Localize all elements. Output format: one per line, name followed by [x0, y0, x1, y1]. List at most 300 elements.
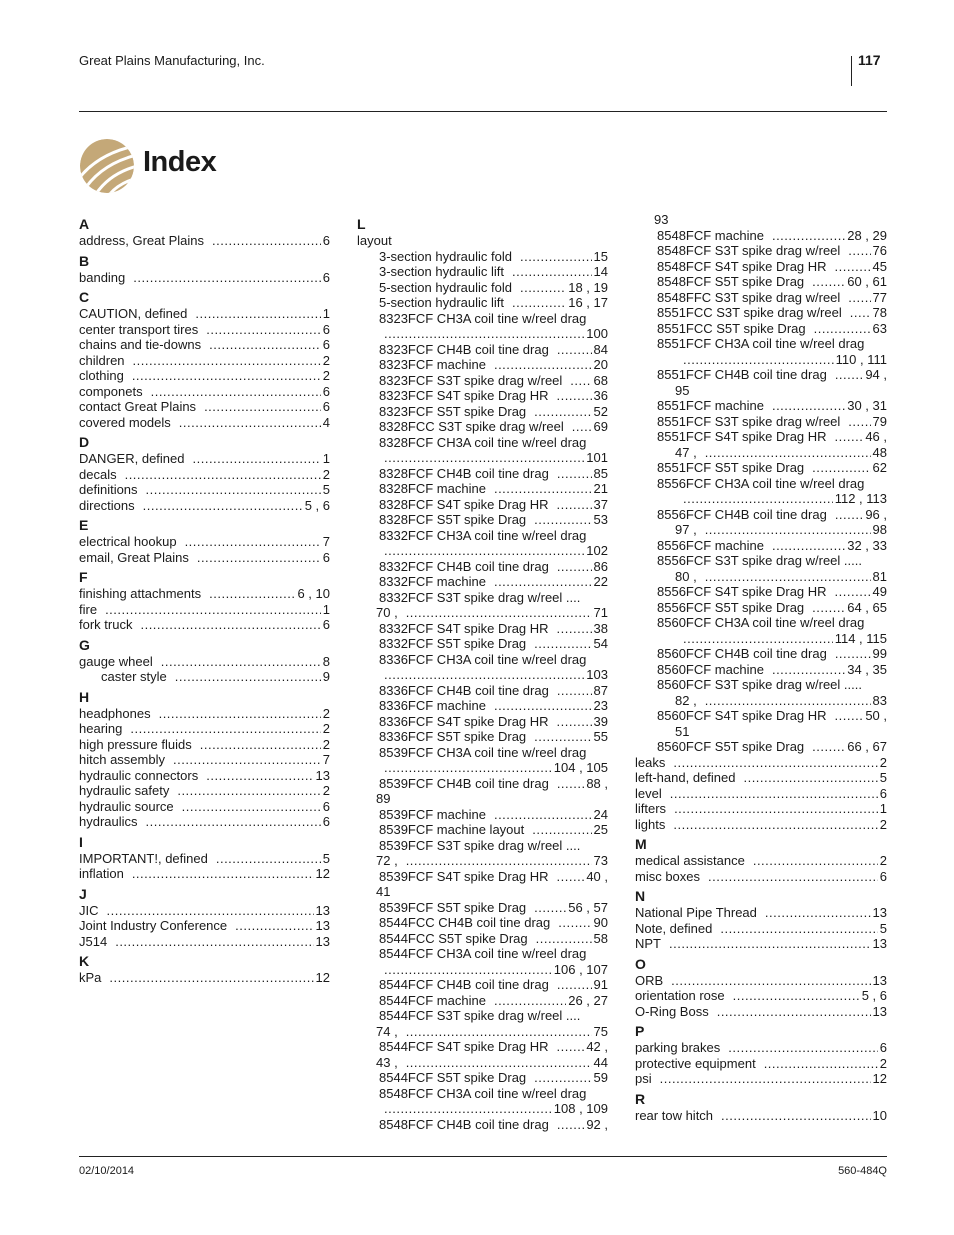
- dot-leader: [848, 243, 870, 259]
- entry-pages: 15: [593, 248, 608, 264]
- dot-leader: [733, 988, 860, 1004]
- index-entry: [357, 1039, 608, 1055]
- index-entry: [79, 706, 330, 722]
- entry-term: 8336FCF machine: [379, 698, 486, 713]
- entry-pages: 86: [593, 558, 608, 574]
- index-entry-text: layout: [357, 233, 392, 248]
- dot-leader: [384, 962, 552, 978]
- index-entry: [357, 574, 608, 590]
- index-entry: [357, 869, 608, 885]
- dot-leader: [557, 977, 592, 993]
- dot-leader: [835, 429, 864, 445]
- dot-leader: [177, 783, 320, 799]
- entry-pages: 53: [593, 512, 608, 527]
- section-letter: F: [79, 569, 88, 585]
- index-entry: [635, 491, 887, 507]
- entry-term: 82 ,: [675, 692, 697, 708]
- entry-pages: 2: [322, 736, 330, 752]
- entry-pages: 2: [322, 783, 330, 798]
- entry-term: 74 ,: [376, 1023, 398, 1039]
- dot-leader: [705, 569, 871, 585]
- entry-pages: 104 , 105: [553, 760, 608, 775]
- entry-term: 8332FCF S5T spike Drag: [379, 636, 527, 651]
- entry-pages: 12: [315, 866, 330, 881]
- entry-pages: 2: [879, 754, 887, 770]
- entry-pages: 90: [593, 915, 608, 930]
- entry-pages: 26 , 27: [568, 992, 608, 1008]
- entry-pages: 2: [879, 853, 887, 868]
- entry-term: 8551FCC S5T spike Drag: [657, 320, 806, 336]
- entry-term: gauge wheel: [79, 653, 153, 669]
- entry-term: 8548FFC S3T spike drag w/reel: [657, 289, 841, 305]
- entry-term: 47 ,: [675, 444, 697, 460]
- entry-pages: 71: [593, 605, 608, 620]
- entry-pages: 50 ,: [865, 708, 887, 723]
- dot-leader: [557, 1117, 585, 1133]
- entry-term: 8551FCF machine: [657, 398, 764, 413]
- dot-leader: [557, 621, 592, 637]
- entry-pages: 76: [872, 243, 887, 258]
- dot-leader: [384, 760, 552, 776]
- index-entry-text: 8544FCF CH3A coil tine w/reel drag: [379, 946, 587, 961]
- entry-pages: 6: [879, 785, 887, 801]
- entry-term: fire: [79, 601, 98, 617]
- entry-pages: 38: [593, 620, 608, 636]
- dot-leader: [494, 357, 592, 373]
- dot-leader: [195, 306, 320, 322]
- dot-leader: [673, 817, 877, 833]
- index-entry: [357, 373, 608, 389]
- dot-leader: [765, 905, 871, 921]
- index-entry: [357, 450, 608, 466]
- index-entry: [79, 467, 330, 483]
- dot-leader: [557, 869, 585, 885]
- dot-leader: [130, 721, 320, 737]
- entry-pages: 10: [872, 1107, 887, 1123]
- index-entry: [635, 522, 887, 538]
- entry-term: 8544FCC S5T spike Drag: [379, 930, 528, 946]
- entry-pages: 18 , 19: [568, 279, 608, 295]
- dot-leader: [209, 337, 321, 353]
- dot-leader: [570, 373, 591, 389]
- entry-term: protective equipment: [635, 1055, 756, 1071]
- entry-pages: 64 , 65: [847, 599, 887, 615]
- section-letter: B: [79, 252, 90, 269]
- index-entry: [357, 931, 608, 947]
- entry-pages: 13: [872, 905, 887, 920]
- entry-term: finishing attachments: [79, 586, 202, 601]
- entry-term: inflation: [79, 866, 124, 881]
- entry-term: misc boxes: [635, 868, 701, 884]
- entry-pages: 108 , 109: [553, 1101, 608, 1116]
- entry-pages: 88 ,: [586, 775, 608, 791]
- section-letter: H: [79, 688, 90, 705]
- entry-pages: 99: [872, 646, 887, 661]
- index-entry: [635, 631, 887, 647]
- dot-leader: [185, 534, 321, 550]
- dot-leader: [133, 270, 320, 286]
- dot-leader: [705, 445, 871, 461]
- dot-leader: [772, 538, 845, 554]
- index-entry: [79, 654, 330, 670]
- entry-pages: 52: [593, 403, 608, 419]
- entry-pages: 106 , 107: [553, 961, 608, 977]
- entry-term: 97 ,: [675, 522, 697, 537]
- section-letter: G: [79, 636, 90, 653]
- entry-term: NPT: [635, 936, 661, 951]
- entry-term: 8323FCF S5T spike Drag: [379, 403, 527, 419]
- entry-pages: 58: [593, 930, 608, 946]
- section-letter: I: [79, 833, 83, 850]
- entry-pages: 13: [872, 972, 887, 988]
- index-entry: [79, 866, 330, 882]
- index-entry: [635, 817, 887, 833]
- index-entry-text: 8551FCF CH3A coil tine w/reel drag: [657, 336, 865, 351]
- entry-pages: 2: [879, 816, 887, 832]
- index-entry: [635, 853, 887, 869]
- entry-term: 72 ,: [376, 853, 398, 868]
- dot-leader: [151, 384, 321, 400]
- dot-leader: [764, 1056, 878, 1072]
- entry-term: email, Great Plains: [79, 549, 189, 565]
- entry-term: IMPORTANT!, defined: [79, 850, 208, 866]
- page-title: Index: [143, 146, 217, 178]
- dot-leader: [107, 903, 314, 919]
- index-entry-text: 8336FCF CH3A coil tine w/reel drag: [379, 651, 587, 667]
- dot-leader: [534, 900, 566, 916]
- dot-leader: [557, 388, 592, 404]
- entry-pages: 77: [872, 289, 887, 305]
- index-entry: [79, 851, 330, 867]
- entry-term: 8560FCF machine: [657, 661, 764, 677]
- index-entry: [79, 918, 330, 934]
- entry-pages: 6: [322, 269, 330, 285]
- entry-pages: 13: [315, 933, 330, 949]
- index-entry: [635, 1040, 887, 1056]
- index-entry: [635, 921, 887, 937]
- index-entry: [635, 739, 887, 755]
- dot-leader: [406, 1024, 592, 1040]
- entry-term: 8328FCC S3T spike drag w/reel: [379, 419, 564, 434]
- dot-leader: [534, 729, 591, 745]
- entry-term: 8551FCF S5T spike Drag: [657, 460, 805, 475]
- entry-pages: 110 , 111: [835, 351, 887, 367]
- entry-term: DANGER, defined: [79, 451, 185, 466]
- index-entry: [635, 869, 887, 885]
- section-letter: K: [79, 953, 90, 969]
- entry-term: caster style: [101, 669, 167, 684]
- index-entry: [357, 915, 608, 931]
- index-entry: [79, 768, 330, 784]
- index-entry: [79, 617, 330, 633]
- entry-pages: 13: [872, 1003, 887, 1019]
- entry-term: 8556FCF machine: [657, 537, 764, 553]
- index-entry: [79, 384, 330, 400]
- dot-leader: [673, 755, 877, 771]
- index-entry: [79, 752, 330, 768]
- index-entry-text: 8539FCF CH3A coil tine w/reel drag: [379, 744, 587, 760]
- index-entry: [79, 934, 330, 950]
- index-entry: [357, 249, 608, 265]
- index-entry: [79, 498, 330, 514]
- entry-term: rear tow hitch: [635, 1107, 714, 1123]
- dot-leader: [557, 1039, 585, 1055]
- dot-leader: [772, 228, 845, 244]
- index-entry: [79, 783, 330, 799]
- entry-term: 8544FCF CH4B coil tine drag: [379, 977, 549, 992]
- index-entry: [635, 786, 887, 802]
- entry-term: National Pipe Thread: [635, 905, 757, 920]
- index-entry: [635, 305, 887, 321]
- entry-term: 3-section hydraulic fold: [379, 248, 512, 264]
- index-entry: [635, 321, 887, 337]
- index-entry: [635, 398, 887, 414]
- entry-term: 8548FCF CH4B coil tine drag: [379, 1116, 549, 1132]
- dot-leader: [557, 559, 592, 575]
- index-entry: [635, 662, 887, 678]
- section-letter: L: [357, 216, 366, 232]
- entry-term: J514: [79, 933, 108, 949]
- section-letter: M: [635, 836, 647, 852]
- entry-term: 8336FCF CH4B coil tine drag: [379, 682, 549, 698]
- entry-pages: 68: [593, 372, 608, 388]
- dot-leader: [534, 636, 591, 652]
- entry-pages: 42 ,: [586, 1039, 608, 1054]
- entry-term: headphones: [79, 705, 151, 721]
- section-letter: J: [79, 885, 87, 902]
- entry-pages: 39: [593, 713, 608, 729]
- entry-term: 8323FCF S4T spike Drag HR: [379, 388, 549, 403]
- entry-pages: 6: [322, 337, 330, 352]
- entry-pages: 48: [872, 444, 887, 460]
- index-entry: [357, 1117, 608, 1133]
- index-entry: [357, 993, 608, 1009]
- dot-leader: [140, 617, 320, 633]
- index-entry: [79, 451, 330, 467]
- entry-term: children: [79, 352, 125, 368]
- footer-rule: [79, 1156, 887, 1157]
- entry-term: left-hand, defined: [635, 770, 736, 785]
- entry-term: Joint Industry Conference: [79, 918, 228, 933]
- entry-pages: 4: [322, 414, 330, 430]
- entry-pages: 34 , 35: [847, 661, 887, 677]
- index-entry-text: 8539FCF S3T spike drag w/reel ....: [379, 837, 581, 853]
- dot-leader: [384, 326, 584, 342]
- entry-term: clothing: [79, 368, 124, 383]
- dot-leader: [814, 321, 871, 337]
- entry-pages: 2: [322, 352, 330, 368]
- entry-pages: 37: [593, 496, 608, 512]
- entry-pages: 6: [322, 399, 330, 414]
- dot-leader: [835, 259, 871, 275]
- entry-pages: 94 ,: [865, 367, 887, 382]
- entry-term: 3-section hydraulic lift: [379, 264, 504, 279]
- entry-pages: 103: [586, 667, 608, 682]
- index-entry: [79, 550, 330, 566]
- entry-pages: 6: [322, 321, 330, 337]
- index-entry: [635, 755, 887, 771]
- entry-term: kPa: [79, 970, 102, 985]
- entry-pages: 6: [322, 814, 330, 829]
- index-entry: [635, 801, 887, 817]
- dot-leader: [512, 295, 566, 311]
- dot-leader: [674, 801, 878, 817]
- dot-leader: [175, 669, 321, 685]
- index-entry: [635, 569, 887, 585]
- entry-pages: 87: [593, 682, 608, 698]
- entry-term: componets: [79, 383, 143, 399]
- index-entry: [357, 404, 608, 420]
- entry-term: 8539FCF machine: [379, 806, 486, 822]
- dot-leader: [384, 1101, 552, 1117]
- dot-leader: [534, 1070, 591, 1086]
- dot-leader: [494, 698, 592, 714]
- index-entry: [357, 481, 608, 497]
- entry-term: hydraulics: [79, 814, 138, 829]
- dot-leader: [557, 776, 585, 792]
- entry-term: center transport tires: [79, 321, 199, 337]
- index-entry-text: 8544FCF S3T spike drag w/reel ....: [379, 1008, 581, 1023]
- entry-term: 8328FCF machine: [379, 481, 486, 496]
- index-entry-text: 8328FCF CH3A coil tine w/reel drag: [379, 434, 587, 450]
- entry-pages: 78: [872, 305, 887, 320]
- entry-pages: 44: [593, 1054, 608, 1070]
- index-entry: [635, 905, 887, 921]
- dot-leader: [132, 866, 314, 882]
- entry-term: chains and tie-downs: [79, 337, 202, 352]
- index-entry: [635, 693, 887, 709]
- index-entry: [635, 1056, 887, 1072]
- dot-leader: [835, 507, 864, 523]
- dot-leader: [204, 399, 321, 415]
- dot-leader: [132, 368, 321, 384]
- dot-leader: [146, 482, 321, 498]
- dot-leader: [532, 822, 591, 838]
- index-entry: [357, 1070, 608, 1086]
- entry-pages: 73: [593, 853, 608, 868]
- index-entry: [357, 962, 608, 978]
- entry-term: 8551FCF CH4B coil tine drag: [657, 367, 827, 382]
- entry-term: 8332FCF CH4B coil tine drag: [379, 558, 549, 574]
- index-entry: [357, 559, 608, 575]
- entry-term: 8544FCF S4T spike Drag HR: [379, 1039, 549, 1054]
- entry-term: 70 ,: [376, 605, 398, 620]
- entry-pages: 96 ,: [865, 506, 887, 522]
- index-entry: [357, 1101, 608, 1117]
- dot-leader: [133, 353, 321, 369]
- entry-term: hydraulic connectors: [79, 767, 199, 783]
- dot-leader: [212, 233, 321, 249]
- entry-term: parking brakes: [635, 1040, 721, 1055]
- section-letter: A: [79, 216, 90, 232]
- dot-leader: [848, 414, 870, 430]
- entry-pages: 45: [872, 258, 887, 274]
- entry-term: level: [635, 785, 662, 801]
- index-entry: [357, 807, 608, 823]
- entry-term: lifters: [635, 801, 667, 816]
- entry-pages: 22: [593, 574, 608, 589]
- entry-pages: 6: [322, 549, 330, 565]
- entry-term: 8539FCF S4T spike Drag HR: [379, 868, 549, 884]
- entry-term: 8328FCF CH4B coil tine drag: [379, 465, 549, 481]
- index-entry: [357, 419, 608, 435]
- index-entry: [79, 399, 330, 415]
- entry-term: 8539FCF CH4B coil tine drag: [379, 775, 549, 791]
- entry-pages: 7: [322, 534, 330, 549]
- dot-leader: [534, 512, 591, 528]
- entry-term: address, Great Plains: [79, 233, 205, 248]
- entry-term: electrical hookup: [79, 534, 177, 549]
- dot-leader: [384, 667, 584, 683]
- dot-leader: [193, 451, 321, 467]
- entry-term: 8556FCF S5T spike Drag: [657, 599, 805, 615]
- entry-pages: 6: [322, 383, 330, 399]
- dot-leader: [143, 498, 303, 514]
- index-entry: [635, 228, 887, 244]
- entry-pages: 63: [872, 320, 887, 336]
- entry-term: 43 ,: [376, 1054, 398, 1070]
- dot-leader: [512, 264, 592, 280]
- index-entry: [635, 770, 887, 786]
- entry-pages: 1: [322, 451, 330, 466]
- section-letter: E: [79, 517, 89, 533]
- entry-pages: 6 , 10: [297, 586, 330, 601]
- dot-leader: [125, 467, 321, 483]
- entry-term: 8560FCF S5T spike Drag: [657, 739, 805, 754]
- index-entry: [357, 853, 608, 869]
- footer-date: 02/10/2014: [79, 1165, 135, 1177]
- dot-leader: [494, 993, 566, 1009]
- entry-term: directions: [79, 497, 135, 513]
- entry-term: 8548FCF S4T spike Drag HR: [657, 258, 827, 274]
- index-column-1: [79, 212, 330, 986]
- page-number: 117: [858, 52, 881, 68]
- index-entry: [635, 414, 887, 430]
- entry-term: 8548FCF S5T spike Drag: [657, 274, 805, 289]
- entry-pages: 30 , 31: [847, 398, 887, 413]
- section-letter: R: [635, 1090, 646, 1107]
- entry-pages: 32 , 33: [847, 537, 887, 553]
- dot-leader: [179, 415, 321, 431]
- entry-pages: 6: [879, 868, 887, 884]
- entry-pages: 56 , 57: [568, 899, 608, 915]
- entry-pages: 112 , 113: [834, 491, 887, 506]
- dot-leader: [835, 367, 864, 383]
- index-entry: [357, 357, 608, 373]
- index-entry: [79, 306, 330, 322]
- index-entry: [79, 415, 330, 431]
- dot-leader: [216, 851, 321, 867]
- dot-leader: [683, 631, 833, 647]
- dot-leader: [206, 768, 313, 784]
- entry-pages: 36: [593, 388, 608, 403]
- entry-pages: 5: [322, 482, 330, 497]
- section-letter: C: [79, 289, 90, 305]
- dot-leader: [705, 693, 871, 709]
- index-entry: [635, 367, 887, 383]
- entry-pages: 92 ,: [586, 1116, 608, 1132]
- entry-pages: 6: [322, 617, 330, 632]
- dot-leader: [558, 915, 591, 931]
- index-entry: [635, 1071, 887, 1087]
- entry-term: leaks: [635, 754, 666, 770]
- entry-pages: 5: [322, 850, 330, 866]
- dot-leader: [494, 574, 592, 590]
- entry-pages: 21: [593, 481, 608, 496]
- index-entry-text: 8332FCF CH3A coil tine w/reel drag: [379, 527, 587, 543]
- dot-leader: [835, 584, 871, 600]
- index-entry: [357, 605, 608, 621]
